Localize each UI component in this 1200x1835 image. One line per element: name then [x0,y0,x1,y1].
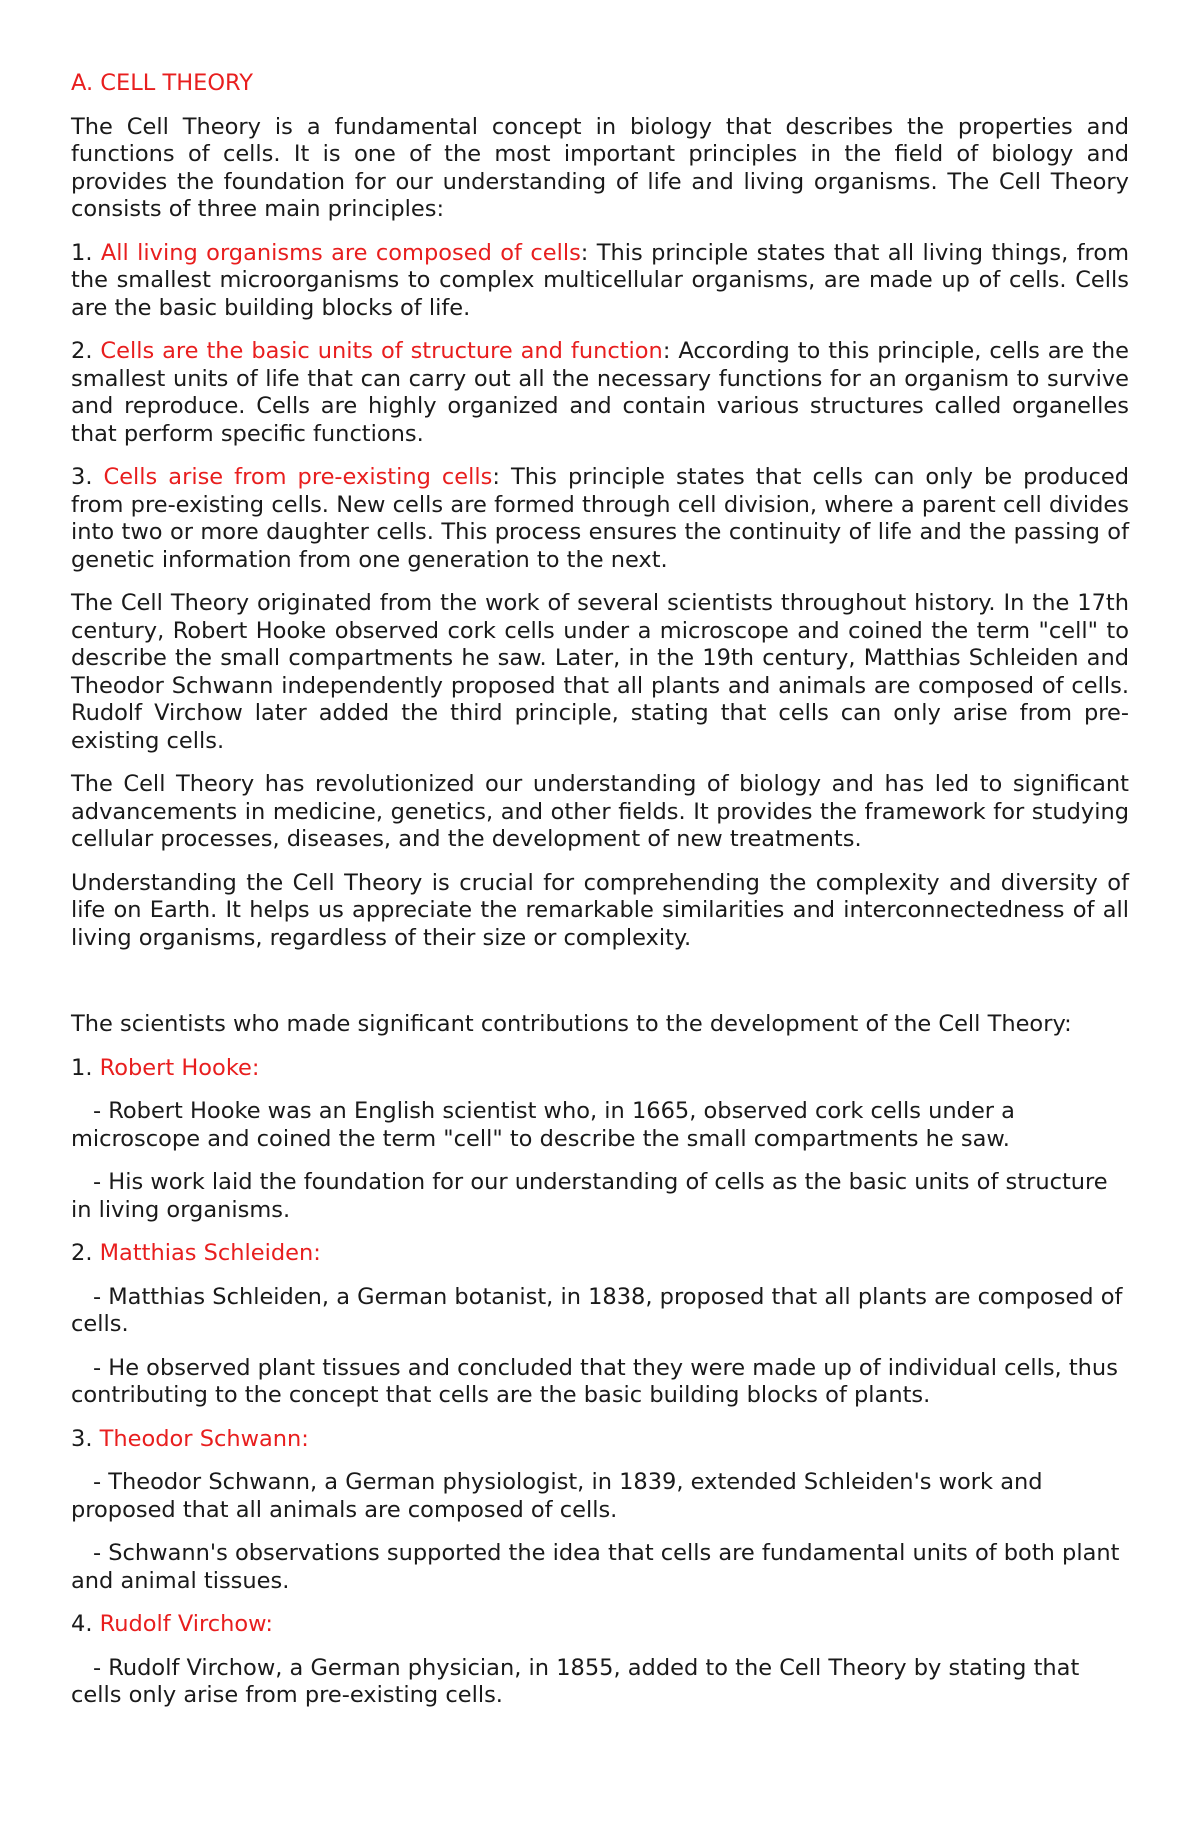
scientist-3-point-2: - Schwann's observations supported the idea that cells are fundamental units of both plant and animal tissues. [71,1540,1120,1594]
principle-body: : According to this principle, cells are the smallest units of life that can carry out all the necessary functions for an organism to survive and reproduce. Cells are highly organized and contain various structures called organelles that perform specific functions. [71,338,1130,447]
scientist-number: 2. [71,1240,100,1266]
principle-number: 1. [71,239,101,266]
scientist-2-point-1: - Matthias Schleiden, a German botanist, in 1838, proposed that all plants are composed of cells. [71,1283,1123,1337]
scientist-number: 1. [71,1054,100,1081]
understanding-paragraph: Understanding the Cell Theory is crucial for comprehending the complexity and diversity of life on Earth. It helps us appreciate the remarkable similarities and interconnectedness of all living organisms, regardless of their size or complexity. [71,869,1129,951]
principle-title: Cells arise from pre-existing cells [103,464,493,490]
principle-number: 3. [71,464,104,490]
principle-body: : This principle states that all living things, from the smallest microorganisms to complex multicellular organisms, are made up of cells. Cells are the basic building blocks of life. [71,239,1129,321]
scientist-name: Rudolf Virchow: [99,1611,273,1637]
section-spacer [71,968,1129,1011]
section-heading: A. CELL THEORY [71,70,253,96]
scientist-3-heading [71,1426,1129,1454]
scientist-number: 3. [71,1425,100,1452]
scientist-2-point-2: - He observed plant tissues and concluded that they were made up of individual cells, thus contributing to the concept that cells are the basic building blocks of plants. [71,1354,1118,1408]
scientist-name: Theodor Schwann: [99,1425,309,1452]
document-page [71,70,1129,1726]
principle-number: 2. [71,338,101,364]
principle-1 [71,240,1129,323]
scientist-4-heading [71,1611,1129,1639]
principle-body: : This principle states that cells can only be produced from pre-existing cells. New cells are formed through cell division, where a parent cell divides into two or more daughter cells. This process ensures the continuity of life and the passing of genetic information from one generation to the next. [71,464,1129,573]
principle-title: Cells are the basic units of structure and function [100,338,663,364]
scientist-3-point-1: - Theodor Schwann, a German physiologist, in 1839, extended Schleiden's work and proposed that all animals are composed of cells. [71,1469,1043,1523]
principle-2 [71,338,1129,448]
history-paragraph: The Cell Theory originated from the work of several scientists throughout history. In the 17th century, Robert Hooke observed cork cells under a microscope and coined the term "cell" to describe the small compartments he saw. Later, in the 19th century, Matthias Schleiden and Theodor Schwann independently proposed that all plants and animals are composed of cells. Rudolf Virchow later added the third principle, stating that cells can only arise from pre-existing cells. [71,590,1129,754]
principle-3 [71,464,1129,574]
scientist-1-heading [71,1055,1129,1083]
scientist-name: Matthias Schleiden: [99,1240,321,1266]
scientist-1-point-1: - Robert Hooke was an English scientist who, in 1665, observed cork cells under a microscope and coined the term "cell" to describe the small compartments he saw. [71,1098,1015,1152]
scientist-2-heading [71,1240,1129,1268]
scientist-number: 4. [71,1611,100,1637]
scientist-1-point-2: - His work laid the foundation for our understanding of cells as the basic units of structure in living organisms. [71,1169,1108,1223]
intro-paragraph: The Cell Theory is a fundamental concept in biology that describes the properties and functions of cells. It is one of the most important principles in the field of biology and provides the foundation for our understanding of life and living organisms. The Cell Theory consists of three main principles: [71,113,1129,222]
principle-title: All living organisms are composed of cells [100,239,581,266]
scientists-intro: The scientists who made significant contributions to the development of the Cell Theory: [71,1011,1072,1037]
scientist-4-point-1: - Rudolf Virchow, a German physician, in 1855, added to the Cell Theory by stating that cells only arise from pre-existing cells. [71,1654,1080,1708]
scientist-name: Robert Hooke: [99,1054,260,1081]
impact-paragraph: The Cell Theory has revolutionized our understanding of biology and has led to significant advancements in medicine, genetics, and other fields. It provides the framework for studying cellular processes, diseases, and the development of new treatments. [71,771,1129,852]
